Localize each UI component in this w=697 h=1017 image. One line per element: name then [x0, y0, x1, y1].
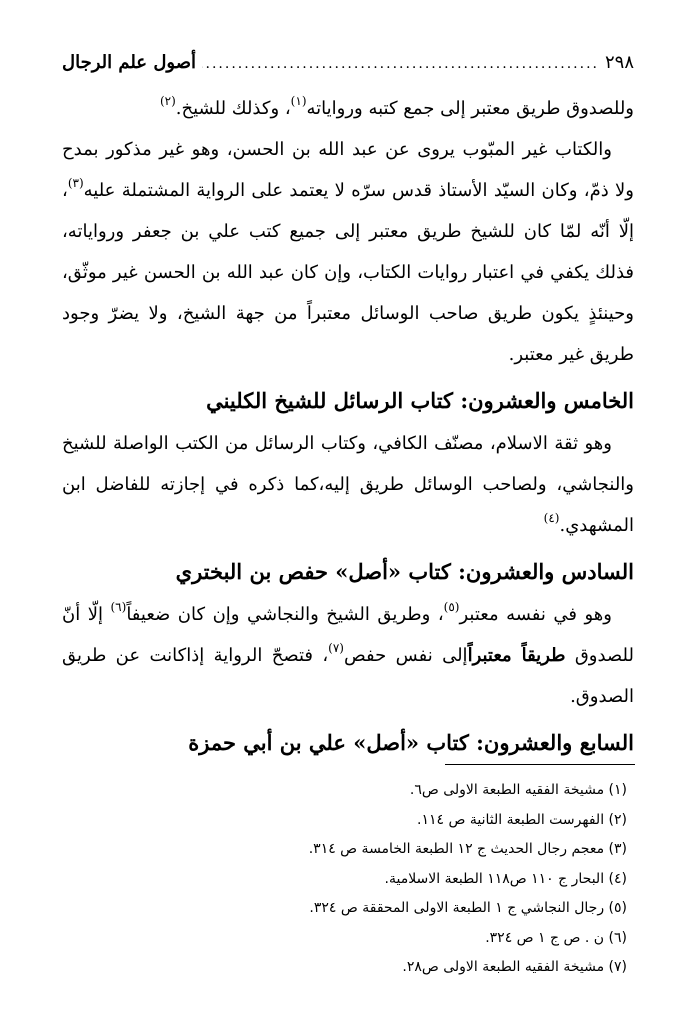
footnote-separator [445, 764, 635, 765]
footnote-3: (٣) معجم رجال الحديث ج ١٢ الطبعة الخامسة ص ٣١٤. [308, 841, 627, 857]
footnote-6: (٦) ن . ص ج ١ ص ٣٢٤. [485, 929, 627, 946]
section-heading-27: السابع والعشرون: كتاب «أصل» علي بن أبي حمزة [188, 730, 634, 755]
paragraph-2-text-2: ، إلّا أنّه لمّا كان للشيخ طريق معتبر إلى جميع كتب علي بن جعفر ورواياته، فذلك يكفي في اعتبار روايات الكتاب، وإن كان عبد الله بن الحسن غير موثّق، وحينئذٍ يكون طريق صاحب الوسائل معتبراً من جهة الشيخ، ولا يضرّ وجود طريق غير معتبر. [62, 180, 634, 365]
page [62, 52, 634, 765]
header-leader-dots [202, 56, 599, 72]
footnote-4: (٤) البحار ج ١١٠ ص١١٨ الطبعة الاسلامية. [384, 870, 627, 887]
footnote-2: (٢) الفهرست الطبعة الثانية ص ١١٤. [417, 811, 627, 828]
paragraph-4-text: وهو في نفسه معتبر [459, 604, 612, 625]
footnote-ref-7: (٧) [328, 641, 344, 655]
footnote-ref-6: (٦) [110, 600, 127, 614]
footnote-ref-4: (٤) [543, 511, 560, 525]
paragraph-4 [62, 594, 634, 717]
paragraph-4-text-5: ، فتصحّ الرواية إذاكانت عن طريق الصدوق. [62, 645, 634, 707]
section-heading-25: الخامس والعشرون: كتاب الرسائل للشيخ الكليني [206, 388, 634, 413]
running-title: أصول علم الرجال [62, 52, 196, 73]
footnote-1: (١) مشيخة الفقيه الطبعة الاولى ص٦. [409, 782, 627, 798]
paragraph-3-text: وهو ثقة الاسلام، مصنّف الكافي، وكتاب الرسائل من الكتب الواصلة للشيخ والنجاشي، ولصاحب الوسائل طريق إليه،كما ذكره في إجازته للفاضل ابن المشهدي. [62, 433, 634, 536]
paragraph-3 [62, 423, 634, 546]
footnote-ref-2: (٢) [159, 94, 176, 108]
footnote-5: (٥) رجال النجاشي ج ١ الطبعة الاولى المحققة ص ٣٢٤. [309, 900, 627, 916]
paragraph-2-text: والكتاب غير المبّوب يروى عن عبد الله بن الحسن، وهو غير مذكور بمدح ولا ذمّ، وكان السيّد الأستاذ قدس سرّه لا يعتمد على الرواية المشتملة عليه [62, 139, 634, 201]
paragraph-1-text: وللصدوق طريق معتبر إلى جمع كتبه ورواياته [306, 98, 634, 119]
paragraph-4-text-4: إلى نفس حفص [343, 645, 468, 666]
footnote-ref-5: (٥) [443, 600, 460, 614]
paragraph-2 [62, 129, 634, 375]
footnote-ref-1: (١) [290, 94, 307, 108]
page-number: ٢٩٨ [604, 52, 634, 73]
footnote-ref-3: (٣) [67, 176, 84, 190]
paragraph-1-text-2: ، وكذلك للشيخ. [175, 98, 291, 119]
footnotes [67, 776, 627, 983]
page-body [62, 88, 634, 765]
paragraph-4-text-2: ، وطريق الشيخ والنجاشي وإن كان ضعيفاً [126, 604, 444, 625]
page-header [62, 52, 634, 82]
paragraph-4-text-3: إلّا أنّ للصدوق [62, 604, 634, 666]
paragraph-1 [62, 88, 634, 129]
section-heading-26: السادس والعشرون: كتاب «أصل» حفص بن البختري [175, 559, 634, 584]
footnote-7: (٧) مشيخة الفقيه الطبعة الاولى ص٢٨. [402, 959, 627, 975]
paragraph-4-bold: طريقاً معتبراً [467, 645, 566, 666]
